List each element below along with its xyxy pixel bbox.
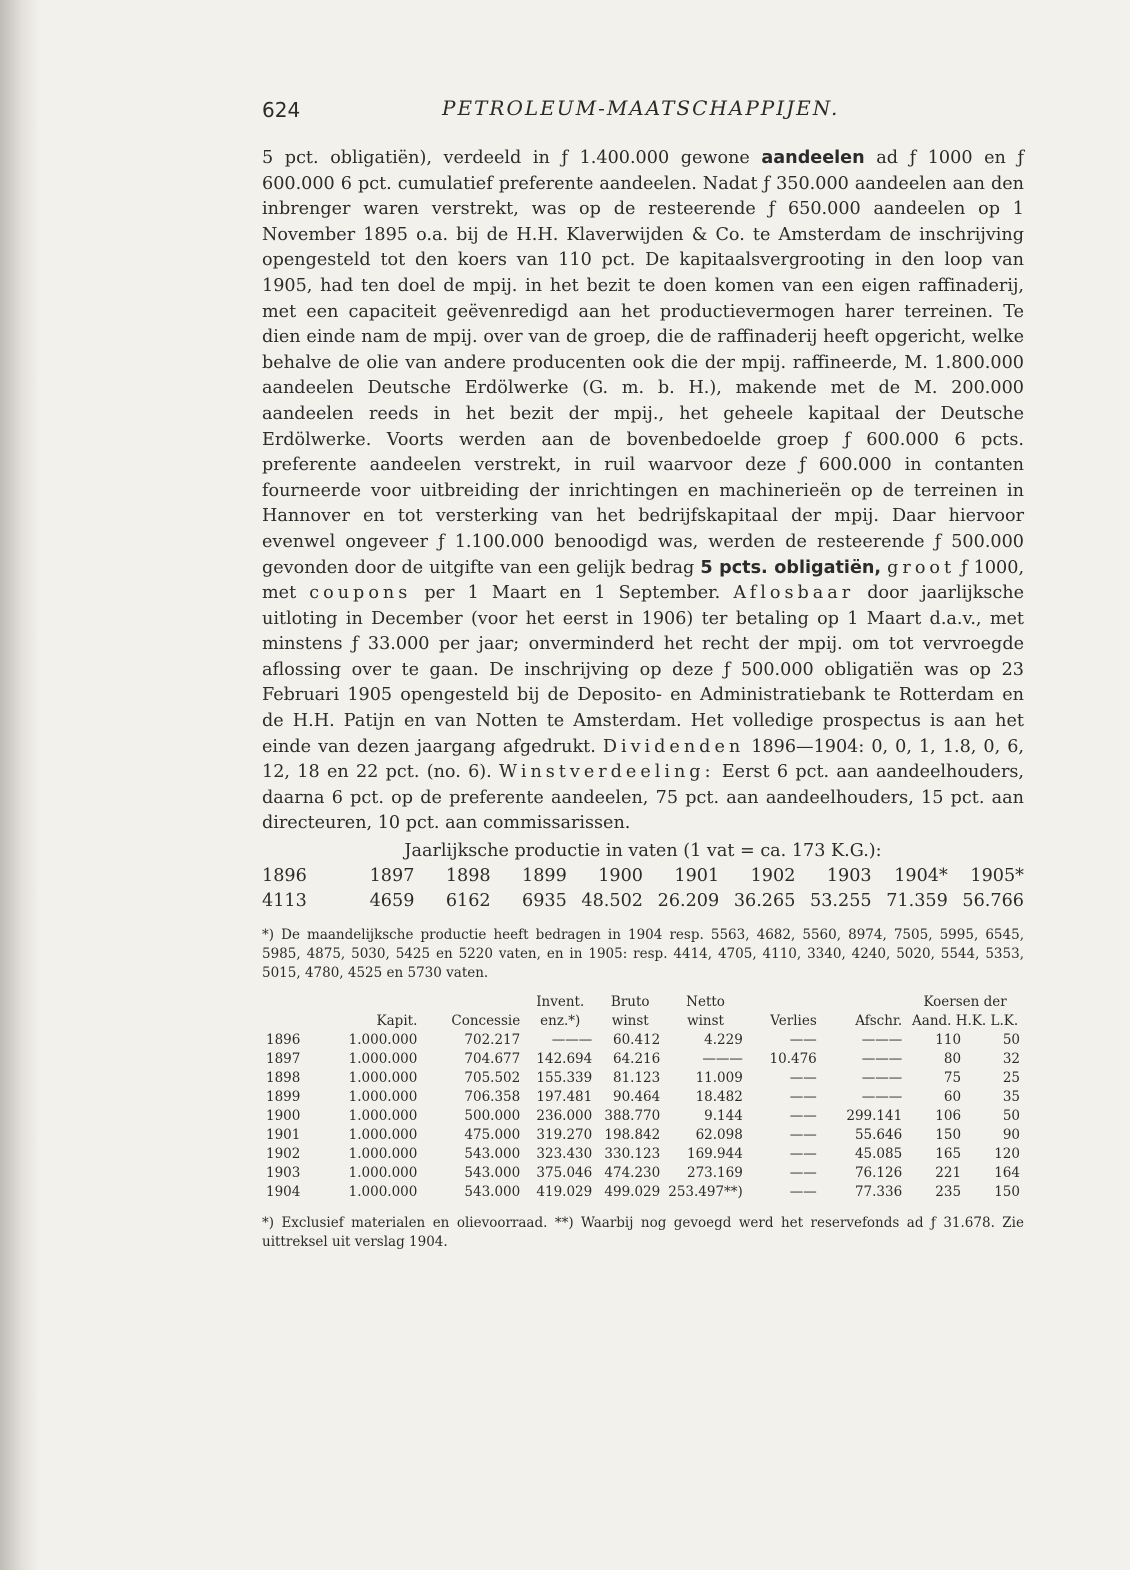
table-cell: 35 bbox=[1002, 1089, 1020, 1106]
table-cell: —— bbox=[789, 1032, 817, 1049]
body-text bbox=[262, 146, 1024, 837]
bold-term-obligatien: 5 pcts. obligatiën, bbox=[700, 557, 882, 578]
col-header-kapit: Kapit. bbox=[376, 1013, 418, 1030]
production-year-cell: 1901 bbox=[674, 866, 720, 887]
financial-table bbox=[262, 993, 1024, 1202]
col-header-koersen: Koersen der Aand. H.K. L.K. bbox=[912, 994, 1019, 1030]
table-cell: 1901 bbox=[266, 1127, 301, 1144]
spaced-term-groot: groot bbox=[887, 557, 956, 578]
table-cell: 253.497**) bbox=[668, 1184, 743, 1201]
table-cell: 330.123 bbox=[604, 1146, 661, 1163]
table-cell: 1904 bbox=[266, 1184, 301, 1201]
table-cell: 150 bbox=[994, 1184, 1020, 1201]
table-cell: 80 bbox=[943, 1051, 962, 1068]
table-cell: 1899 bbox=[266, 1089, 301, 1106]
production-year-cell: 1902 bbox=[750, 866, 796, 887]
table-cell: 60.412 bbox=[612, 1032, 661, 1049]
table-cell: 474.230 bbox=[604, 1165, 661, 1182]
table-cell: 25 bbox=[1002, 1070, 1020, 1087]
main-paragraph bbox=[262, 146, 1024, 837]
production-value-cell: 6935 bbox=[522, 891, 567, 912]
table-cell: 1.000.000 bbox=[348, 1051, 418, 1068]
table-cell: 236.000 bbox=[536, 1108, 593, 1125]
col-header-netto: Netto winst bbox=[686, 994, 725, 1030]
table-cell: 499.029 bbox=[604, 1184, 661, 1201]
text-run: 1896—1904: 0, 0, 1, 1.8, 0, 6, 12, 18 en 22 pct. (no. 6). bbox=[262, 736, 1025, 783]
production-value-cell: 26.209 bbox=[657, 891, 720, 912]
table-cell: 1897 bbox=[266, 1051, 301, 1068]
table-cell: 299.141 bbox=[846, 1108, 903, 1125]
table-cell: —— bbox=[789, 1146, 817, 1163]
table-cell: 543.000 bbox=[464, 1184, 521, 1201]
table-cell: —— bbox=[789, 1070, 817, 1087]
production-year-cell: 1898 bbox=[445, 866, 491, 887]
table-cell: 419.029 bbox=[536, 1184, 593, 1201]
table-cell: 18.482 bbox=[695, 1089, 743, 1106]
production-caption: Jaarlijksche productie in vaten (1 vat = ca. 173 K.G.): bbox=[404, 841, 882, 862]
table-header-row bbox=[262, 993, 1024, 1031]
table-cell: 197.481 bbox=[536, 1089, 593, 1106]
table-cell: 543.000 bbox=[464, 1165, 521, 1182]
page-header bbox=[262, 92, 1024, 132]
text-run: door jaarlijksche uitloting in December (voor het eerst in 1906) ter betaling op 1 Maart d.a.v., met minstens ƒ 33.000 per jaar; onverminderd het recht der mpij. om tot vervroegde aflossing over te gaan. De inschrijving op deze ƒ 500.000 obligatiën was op 23 Februari 1905 opengesteld bij de Deposito- en Administratiebank te Rotterdam en de H.H. Patijn en van Notten te Amsterdam. Het volledige prospectus is aan het einde van dezen jaargang afgedrukt. bbox=[262, 583, 1025, 757]
text-run: ad ƒ 1000 en ƒ 600.000 6 pct. cumulatief preferente aandeelen. Nadat ƒ 350.000 aandeelen aan den inbrenger waren verstrekt, was op de resteerende ƒ 650.000 aandeelen op 1 November 1895 o.a. bij de H.H. Klaverwijden & Co. te Amsterdam de inschrijving opengesteld tot den koers van 110 pct. De kapitaalsvergrooting in den loop van 1905, had ten doel de mpij. in het bezit te doen komen van een eigen raffinaderij, met een capaciteit geëvenredigd aan het productievermogen harer terreinen. Te dien einde nam de mpij. over van de groep, die de raffinaderij heeft opgericht, welke behalve de olie van andere producenten ook die der mpij. raffineerde, M. 1.800.000 aandeelen Deutsche Erdölwerke (G. m. b. H.), makende met de M. 200.000 aandeelen reeds in het bezit der mpij., het geheele kapitaal der Deutsche Erdölwerke. Voorts werden aan de bovenbedoelde groep ƒ 600.000 6 pcts. preferente aandeelen verstrekt, in ruil waarvoor deze ƒ 600.000 in contanten fourneerde voor uitbreiding der inrichtingen en machinerieën op de terreinen in Hannover en tot versterking van het bedrijfskapitaal der mpij. Daar hiervoor evenwel ongeveer ƒ 1.100.000 benoodigd was, werden de resteerende ƒ 500.000 gevonden door de uitgifte van een gelijk bedrag bbox=[262, 148, 1024, 578]
col-header-bruto: Bruto winst bbox=[610, 994, 650, 1030]
table-cell: 10.476 bbox=[769, 1051, 817, 1068]
production-year-cell: 1903 bbox=[826, 866, 872, 887]
table-cell: ——— bbox=[861, 1032, 903, 1049]
table-row bbox=[262, 1050, 1024, 1069]
table-cell: 1.000.000 bbox=[348, 1089, 418, 1106]
table-cell: 60 bbox=[943, 1089, 962, 1106]
table-cell: —— bbox=[789, 1184, 817, 1201]
footnote-production: *) De maandelijksche productie heeft bedragen in 1904 resp. 5563, 4682, 5560, 8974, 7505, 5995, 6545, 5985, 4875, 5030, 5425 en 5220 vaten, en in 1905: resp. 4414, 4705, 4110, 3340, 4240, 5020, 5544, 5353, 5015, 4780, 4525 en 5730 vaten. bbox=[262, 927, 1024, 982]
table-cell: 50 bbox=[1002, 1108, 1020, 1125]
table-cell: —— bbox=[789, 1089, 817, 1106]
table-cell: 64.216 bbox=[612, 1051, 661, 1068]
table-cell: 9.144 bbox=[704, 1108, 743, 1125]
production-value-cell: 48.502 bbox=[581, 891, 643, 912]
table-cell: 388.770 bbox=[604, 1108, 661, 1125]
col-header-invent: Invent. enz.*) bbox=[536, 994, 585, 1030]
production-year-cell: 1905* bbox=[970, 866, 1024, 887]
table-cell: 273.169 bbox=[687, 1165, 743, 1182]
table-row bbox=[262, 1088, 1024, 1107]
spaced-term-dividenden: Dividenden bbox=[602, 736, 745, 757]
table-cell: 77.336 bbox=[854, 1184, 903, 1201]
table-row bbox=[262, 1145, 1024, 1164]
table-cell: 500.000 bbox=[464, 1108, 521, 1125]
col-header-afschr: Afschr. bbox=[855, 1013, 903, 1030]
text-run: per 1 Maart en 1 September. bbox=[424, 583, 721, 604]
production-years-row bbox=[262, 864, 1024, 889]
table-cell: 55.646 bbox=[854, 1127, 903, 1144]
production-value-cell: 6162 bbox=[445, 891, 491, 912]
production-year-cell: 1900 bbox=[598, 866, 643, 887]
table-cell: 81.123 bbox=[612, 1070, 661, 1087]
table-cell: 110 bbox=[935, 1032, 962, 1049]
table-cell: 106 bbox=[935, 1108, 962, 1125]
table-cell: 165 bbox=[935, 1146, 962, 1163]
table-cell: ——— bbox=[702, 1051, 743, 1068]
production-values-row bbox=[262, 889, 1024, 914]
table-cell: 76.126 bbox=[854, 1165, 903, 1182]
table-cell: —— bbox=[789, 1127, 817, 1144]
table-cell: 150 bbox=[935, 1127, 962, 1144]
table-cell: ——— bbox=[551, 1032, 593, 1049]
table-cell: 705.502 bbox=[464, 1070, 521, 1087]
table-cell: ——— bbox=[861, 1089, 903, 1106]
table-cell: —— bbox=[789, 1108, 817, 1125]
text-run: 5 pct. obligatiën), verdeeld in ƒ 1.400.000 gewone bbox=[262, 148, 750, 168]
table-cell: ——— bbox=[861, 1051, 903, 1068]
table-cell: 90.464 bbox=[612, 1089, 661, 1106]
table-row bbox=[262, 1164, 1024, 1183]
table-cell: —— bbox=[789, 1165, 817, 1182]
table-cell: 62.098 bbox=[695, 1127, 743, 1144]
bold-term-aandeelen: aandeelen bbox=[761, 148, 865, 168]
production-year-cell: 1897 bbox=[369, 866, 415, 887]
table-cell: 375.046 bbox=[536, 1165, 593, 1182]
table-cell: 1898 bbox=[266, 1070, 301, 1087]
table-cell: 1.000.000 bbox=[348, 1070, 418, 1087]
table-cell: ——— bbox=[861, 1070, 903, 1087]
table-cell: 235 bbox=[935, 1184, 962, 1201]
table-row bbox=[262, 1107, 1024, 1126]
table-row bbox=[262, 1031, 1024, 1050]
page-number: 624 bbox=[262, 98, 301, 122]
table-cell: 1902 bbox=[266, 1146, 301, 1163]
financial-table-body bbox=[262, 1031, 1024, 1202]
table-cell: 319.270 bbox=[536, 1127, 593, 1144]
table-cell: 164 bbox=[994, 1165, 1020, 1182]
production-value-cell: 56.766 bbox=[962, 891, 1024, 912]
table-cell: 706.358 bbox=[464, 1089, 521, 1106]
production-value-cell: 36.265 bbox=[733, 891, 796, 912]
production-year-cell: 1899 bbox=[522, 866, 567, 887]
table-cell: 75 bbox=[943, 1070, 962, 1087]
table-cell: 142.694 bbox=[536, 1051, 593, 1068]
table-cell: 1896 bbox=[266, 1032, 301, 1049]
table-cell: 704.677 bbox=[464, 1051, 521, 1068]
production-value-cell: 71.359 bbox=[886, 891, 948, 912]
page bbox=[262, 92, 1024, 1252]
table-cell: 1.000.000 bbox=[348, 1146, 418, 1163]
production-value-cell: 4113 bbox=[262, 891, 307, 912]
table-cell: 169.944 bbox=[687, 1146, 743, 1163]
table-cell: 1900 bbox=[266, 1108, 301, 1125]
scan-edge-shadow bbox=[0, 0, 40, 1570]
running-title: PETROLEUM-MAATSCHAPPIJEN. bbox=[442, 96, 840, 120]
table-cell: 1903 bbox=[266, 1165, 301, 1182]
table-row bbox=[262, 1126, 1024, 1145]
spaced-term-coupons: coupons bbox=[309, 583, 412, 604]
table-cell: 50 bbox=[1002, 1032, 1020, 1049]
table-cell: 32 bbox=[1002, 1051, 1020, 1068]
footnote-table: *) Exclusief materialen en olievoorraad. **) Waarbij nog gevoegd werd het reservefonds ad ƒ 31.678. Zie uittreksel uit verslag 1904. bbox=[262, 1215, 1024, 1251]
table-cell: 1.000.000 bbox=[348, 1184, 418, 1201]
production-year-cell: 1896 bbox=[262, 866, 307, 887]
table-row bbox=[262, 1183, 1024, 1202]
production-value-cell: 4659 bbox=[369, 891, 415, 912]
col-header-year bbox=[262, 993, 319, 1031]
text-run: ƒ 1000, met bbox=[262, 557, 1025, 604]
col-header-concessie: Concessie bbox=[451, 1013, 521, 1030]
spaced-term-winstverdeeling: Winstverdeeling: bbox=[499, 762, 715, 783]
table-cell: 1.000.000 bbox=[348, 1108, 418, 1125]
table-cell: 475.000 bbox=[464, 1127, 521, 1144]
production-value-cell: 53.255 bbox=[810, 891, 872, 912]
table-cell: 120 bbox=[994, 1146, 1020, 1163]
table-cell: 543.000 bbox=[464, 1146, 521, 1163]
table-cell: 4.229 bbox=[704, 1032, 743, 1049]
production-year-cell: 1904* bbox=[894, 866, 948, 887]
table-cell: 198.842 bbox=[604, 1127, 661, 1144]
table-cell: 702.217 bbox=[464, 1032, 521, 1049]
table-cell: 1.000.000 bbox=[348, 1165, 418, 1182]
table-row bbox=[262, 1069, 1024, 1088]
table-cell: 45.085 bbox=[854, 1146, 903, 1163]
table-cell: 323.430 bbox=[536, 1146, 593, 1163]
table-cell: 90 bbox=[1002, 1127, 1020, 1144]
col-header-verlies: Verlies bbox=[770, 1013, 817, 1030]
table-cell: 1.000.000 bbox=[348, 1127, 418, 1144]
table-cell: 155.339 bbox=[536, 1070, 593, 1087]
table-cell: 1.000.000 bbox=[348, 1032, 418, 1049]
spaced-term-aflosbaar: Aflosbaar bbox=[733, 583, 855, 604]
table-cell: 11.009 bbox=[695, 1070, 743, 1087]
text-run: Eerst 6 pct. aan aandeelhouders, daarna 6 pct. op de preferente aandeelen, 75 pct. aan aandeelhouders, 15 pct. aan directeuren, 10 pct. aan commissarissen. bbox=[262, 762, 1025, 834]
table-cell: 221 bbox=[935, 1165, 962, 1182]
